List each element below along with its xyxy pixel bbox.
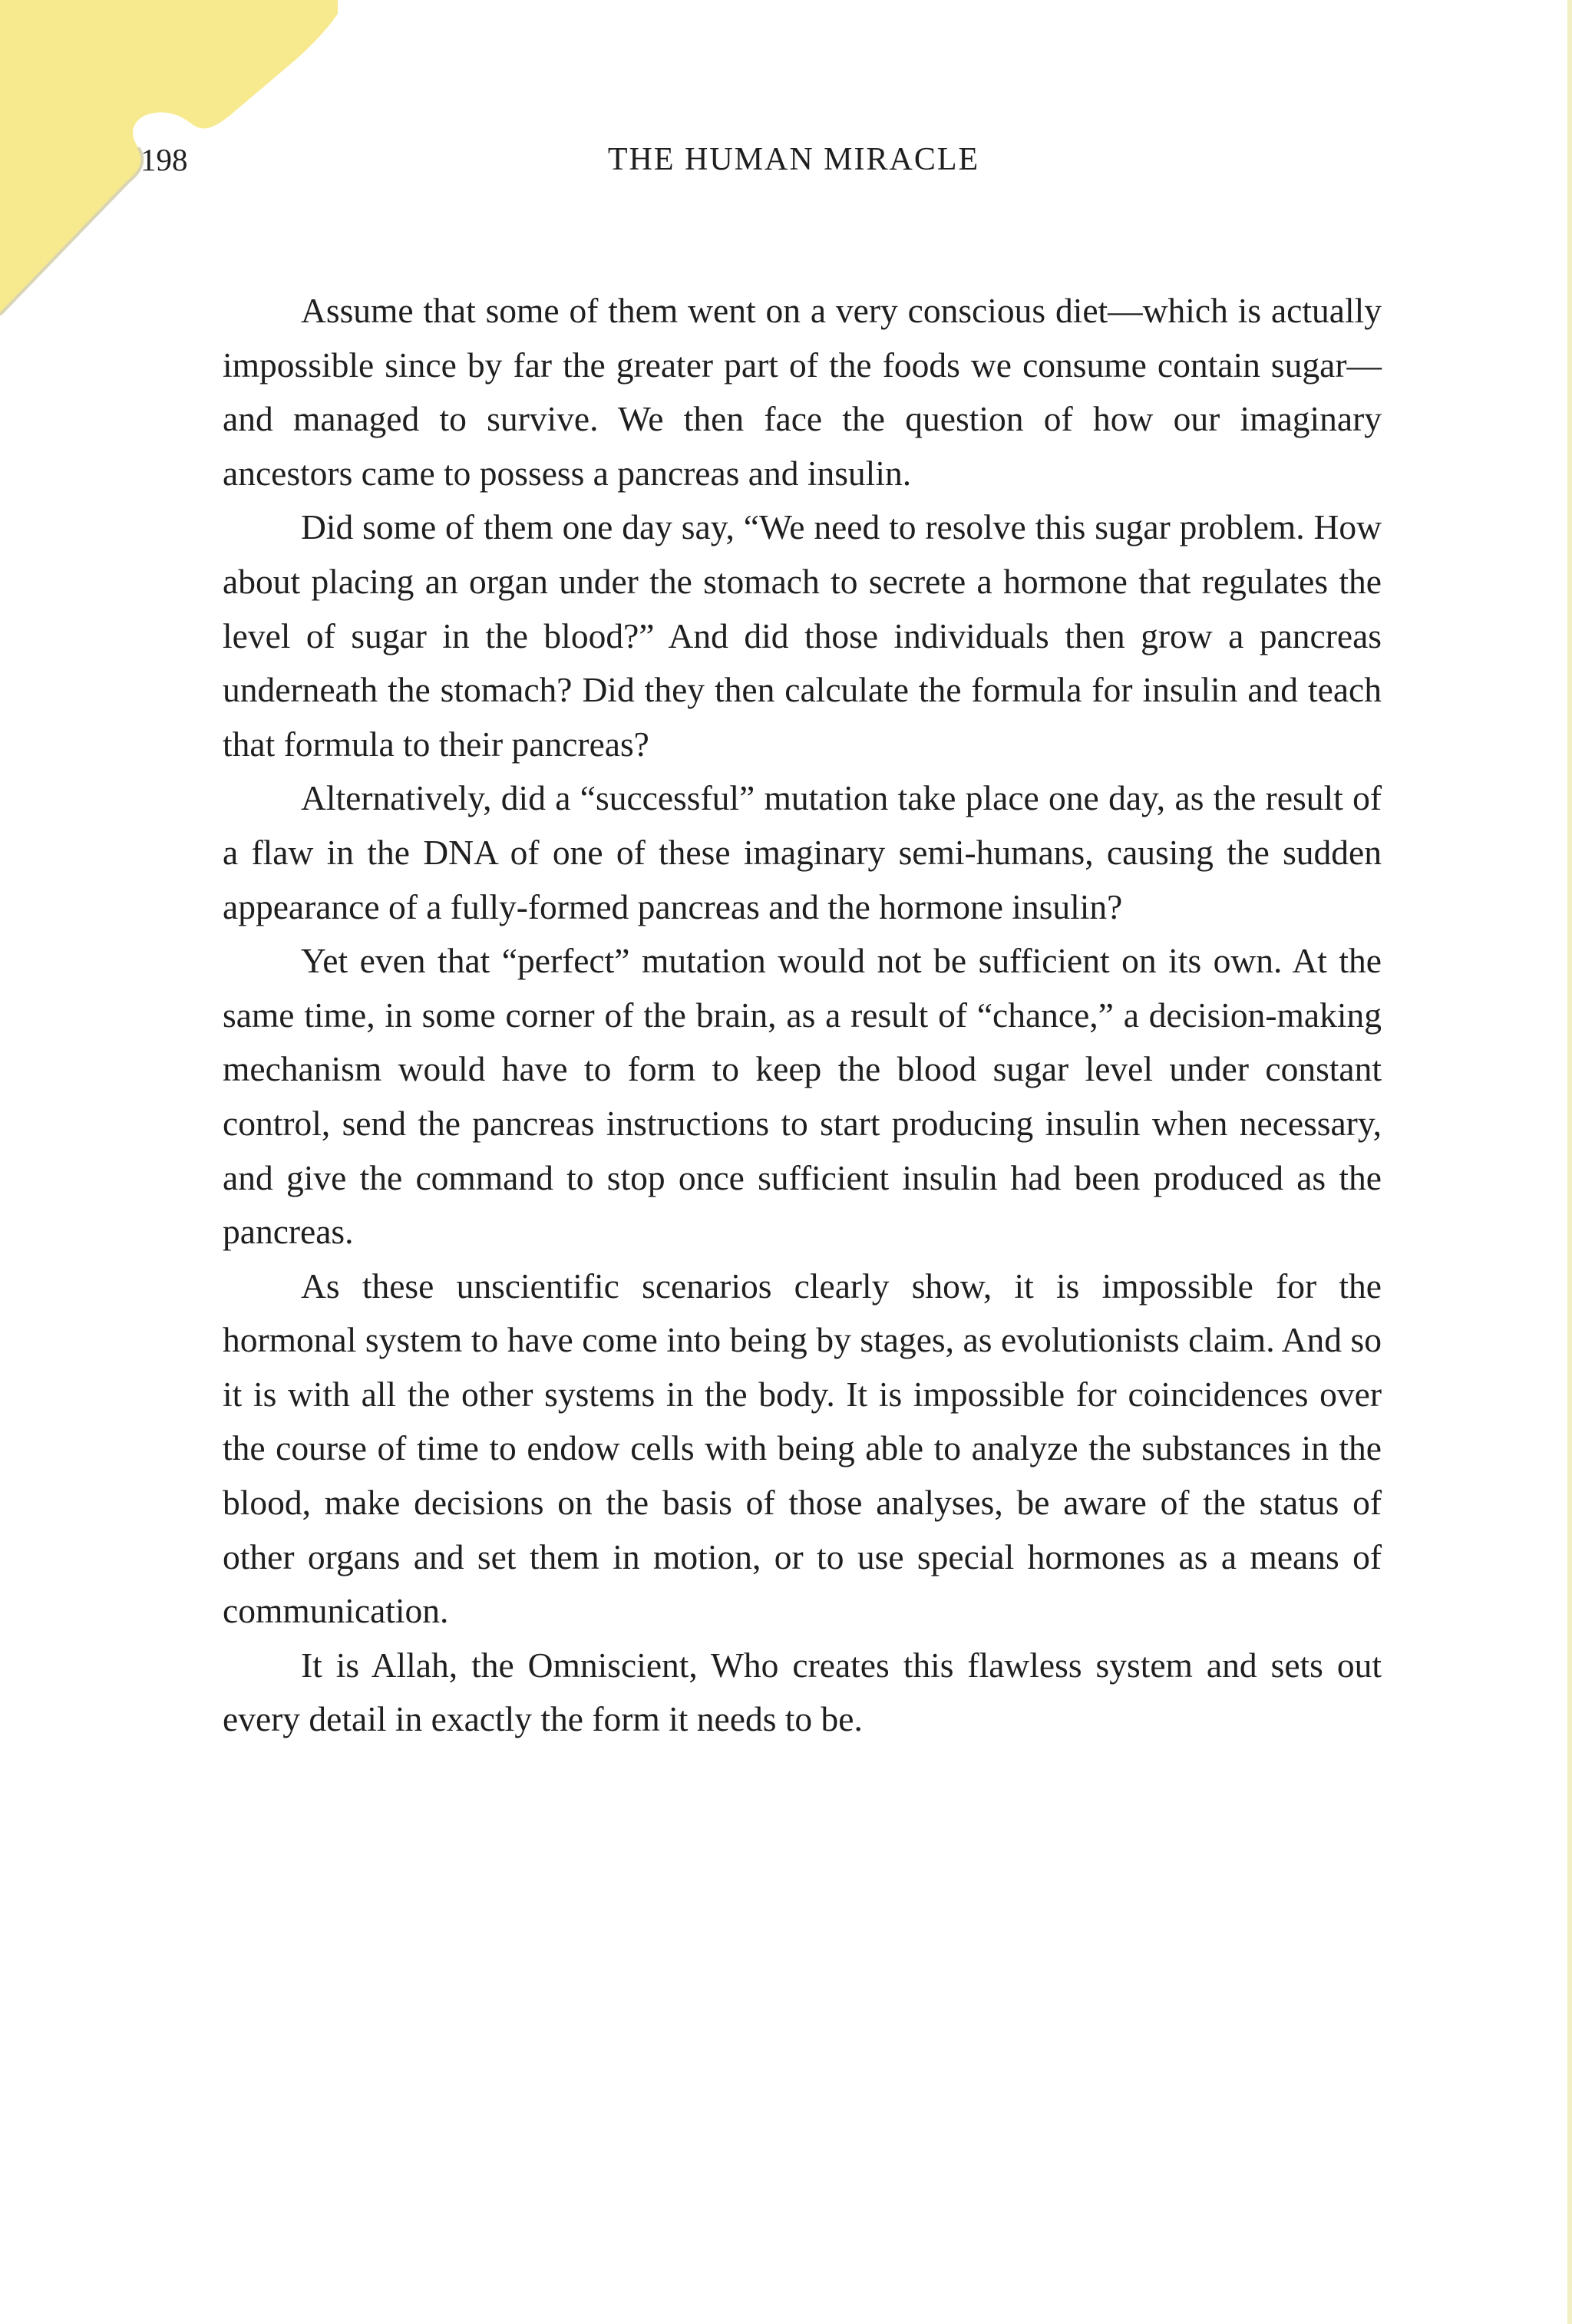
page-number: 198 (140, 142, 188, 177)
page-edge-strip (1567, 0, 1572, 2324)
paragraph-6: It is Allah, the Omniscient, Who creates this flawless system and sets out every detail in exactly the form it needs to be. (223, 1645, 1382, 1739)
running-title: THE HUMAN MIRACLE (607, 142, 980, 177)
paragraph-4: Yet even that “perfect” mutation would not be sufficient on its own. At the same time, in some corner of the brain, as a result of “chance,” a decision-making mechanism would have to form to keep the blood sugar level under constant control, send the pancreas instructions to start producing insulin when necessary, and give the command to stop once sufficient insulin had been produced as the pancreas. (223, 941, 1382, 1252)
body-text (223, 284, 1382, 1747)
running-head (0, 137, 1572, 183)
paragraph-3: Alternatively, did a “successful” mutation take place one day, as the result of a flaw in the DNA of one of these imaginary semi-humans, causing the sudden appearance of a fully-formed pancreas and the hormone insulin? (223, 778, 1382, 926)
paragraph-5: As these unscientific scenarios clearly show, it is impossible for the hormonal system to have come into being by stages, as evolutionists claim. And so it is with all the other systems in the body. It is impossible for coincidences over the course of time to endow cells with being able to analyze the substances in the blood, make decisions on the basis of those analyses, be aware of the status of other organs and set them in motion, or to use special hormones as a means of communication. (223, 1266, 1382, 1631)
paragraph-1: Assume that some of them went on a very conscious diet—which is actually impossible since by far the greater part of the foods we consume contain sugar—and managed to survive. We then face the question of how our imaginary ancestors came to possess a pancreas and insulin. (223, 291, 1382, 493)
paragraph-2: Did some of them one day say, “We need to resolve this sugar problem. How about placing an organ under the stomach to secrete a hormone that regulates the level of sugar in the blood?” And did those individuals then grow a pancreas underneath the stomach? Did they then calculate the formula for insulin and teach that formula to their pancreas? (223, 507, 1382, 764)
